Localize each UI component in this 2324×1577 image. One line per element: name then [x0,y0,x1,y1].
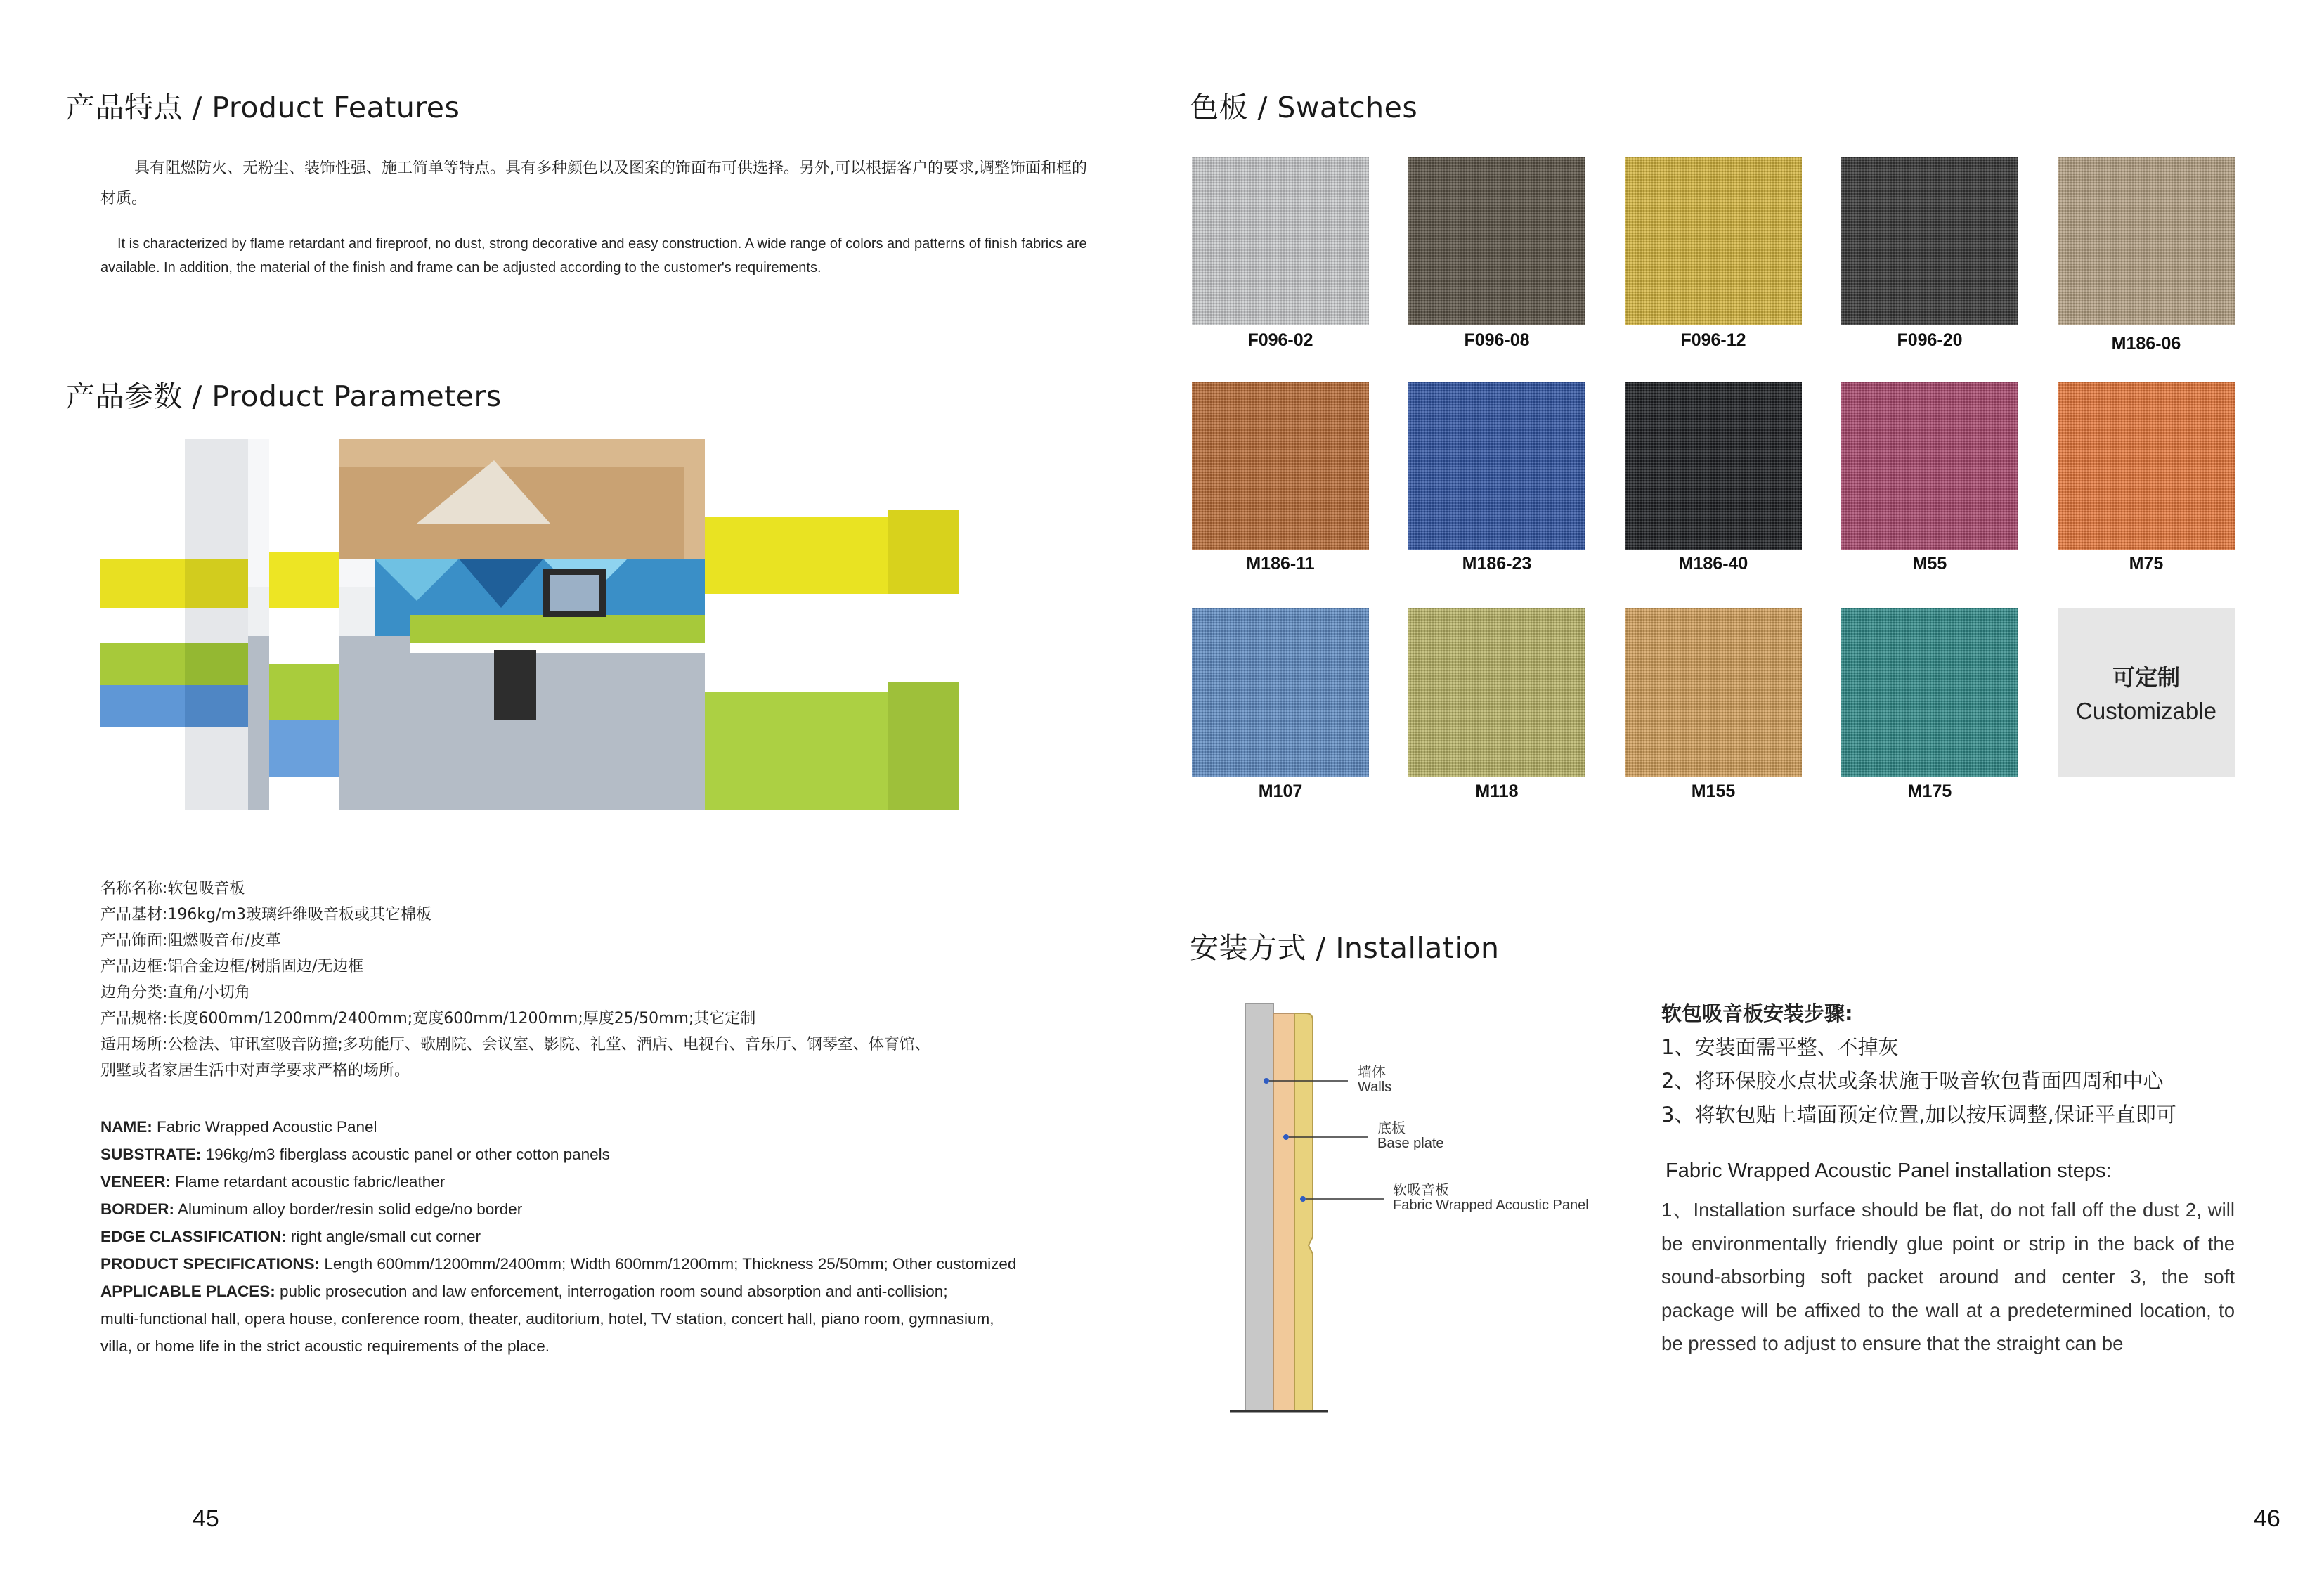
swatch-code: M175 [1907,781,1952,801]
swatch-tile[interactable] [2058,382,2235,550]
spec-en-line: BORDER: Aluminum alloy border/resin solid edge/no border [100,1200,523,1218]
steps-cn-line: 2、将环保胶水点状或条状施于吸音软包背面四周和中心 [1661,1069,2164,1093]
parameters-cn-list [100,876,930,1084]
swatch-tile[interactable] [1625,608,1802,777]
spec-cn-line: 产品饰面:阻燃吸音布/皮革 [100,932,281,949]
spec-cn-line: 边角分类:直角/小切角 [100,984,250,1001]
swatch-code: M155 [1691,781,1736,801]
custom-label-cn: 可定制 [2112,664,2180,691]
spec-en-line: APPLICABLE PLACES: public prosecution and law enforcement, interrogation room sound absorption and anti-collision; [100,1283,948,1300]
steps-cn-line: 3、将软包贴上墙面预定位置,加以按压调整,保证平直即可 [1661,1103,2176,1127]
spec-en-line: villa, or home life in the strict acoustic requirements of the place. [100,1337,550,1355]
parameters-title: 产品参数 / Product Parameters [66,379,502,413]
spec-en-line: NAME: Fabric Wrapped Acoustic Panel [100,1118,377,1136]
spec-en-line: EDGE CLASSIFICATION: right angle/small cut corner [100,1228,481,1245]
spec-en-line: SUBSTRATE: 196kg/m3 fiberglass acoustic panel or other cotton panels [100,1146,610,1163]
spec-cn-line: 产品规格:长度600mm/1200mm/2400mm;宽度600mm/1200mm;厚度25/50mm;其它定制 [100,1010,756,1027]
swatch-tile[interactable] [1625,382,1802,550]
page-number-right: 46 [2254,1505,2280,1532]
spec-cn-line: 产品边框:铝合金边框/树脂固边/无边框 [100,958,364,975]
swatch-tile[interactable] [1841,157,2018,325]
steps-en-title: Fabric Wrapped Acoustic Panel installation steps: [1666,1160,2112,1182]
swatch-code: F096-20 [1897,330,1963,350]
swatch-tile[interactable] [1192,608,1369,777]
features-title: 产品特点 / Product Features [66,91,460,124]
steps-en-text: 1、Installation surface should be flat, do not fall off the dust 2, will be environmentally friendly glue point or strip in the back of the sound-absorbing soft packet around and center 3, the soft package will be affixed to the wall at a predetermined location, to be pressed to adjust to ensure that the straight can be [1661,1199,2235,1354]
swatch-tile[interactable] [2058,157,2235,325]
swatch-tile[interactable] [1408,608,1585,777]
steps-cn [1661,997,2176,1131]
swatch-tile[interactable] [1841,608,2018,777]
spec-en-line: PRODUCT SPECIFICATIONS: Length 600mm/1200mm/2400mm; Width 600mm/1200mm; Thickness 25/50mm; Other customized [100,1255,1017,1273]
label-panel: 软吸音板 Fabric Wrapped Acoustic Panel [1393,1181,1589,1213]
installation-diagram [1230,998,1623,1420]
custom-label-en: Customizable [2076,698,2216,724]
swatch-code: M55 [1912,554,1947,573]
page-number-left: 45 [193,1505,219,1532]
swatch-code: M107 [1258,781,1303,801]
custom-swatch-tile[interactable] [2058,608,2235,777]
swatch-code: F096-12 [1680,330,1746,350]
swatch-code: M186-11 [1246,554,1315,573]
spec-cn-line: 名称名称:软包吸音板 [100,880,245,897]
swatch-code: M118 [1475,781,1519,801]
swatch-code: M186-40 [1678,554,1748,573]
swatch-tile[interactable] [1192,157,1369,325]
spec-cn-line: 别墅或者家居生活中对声学要求严格的场所。 [100,1062,410,1079]
steps-cn-line: 1、安装面需平整、不掉灰 [1661,1035,1899,1059]
label-base-plate: 底板 Base plate [1377,1120,1444,1151]
swatch-tile[interactable] [1625,157,1802,325]
swatch-code: M186-06 [2111,334,2181,353]
swatch-tile[interactable] [1192,382,1369,550]
swatch-code: M75 [2129,554,2164,573]
swatch-tile[interactable] [1408,157,1585,325]
parameters-en-list [100,1113,1016,1360]
label-walls: 墙体 Walls [1358,1063,1392,1095]
installation-title: 安装方式 / Installation [1190,931,1500,965]
swatch-code: F096-08 [1464,330,1530,350]
steps-cn-title: 软包吸音板安装步骤: [1661,1001,1853,1025]
swatch-tile[interactable] [1408,382,1585,550]
swatches-title: 色板 / Swatches [1190,91,1418,124]
spec-cn-line: 产品基材:196kg/m3玻璃纤维吸音板或其它棉板 [100,906,431,923]
spec-en-line: multi-functional hall, opera house, conference room, theater, auditorium, hotel, TV station, concert hall, piano room, gymnasium, [100,1310,994,1328]
features-text-cn: 具有阻燃防火、无粉尘、装饰性强、施工简单等特点。具有多种颜色以及图案的饰面布可供选择。另外,可以根据客户的要求,调整饰面和框的材质。 [100,160,1087,207]
swatch-code: M186-23 [1462,554,1532,573]
features-text-en: It is characterized by flame retardant and fireproof, no dust, strong decorative and easy construction. A wide range of colors and patterns of finish fabrics are available. In addition, the material of the finish and frame can be adjusted according to the customer's requirements. [100,236,1087,275]
spec-cn-line: 适用场所:公检法、审讯室吸音防撞;多功能厅、歌剧院、会议室、影院、礼堂、酒店、电视台、音乐厅、钢琴室、体育馆、 [100,1036,930,1053]
spec-en-line: VENEER: Flame retardant acoustic fabric/leather [100,1173,446,1190]
swatch-tile[interactable] [1841,382,2018,550]
product-photo [100,439,959,810]
swatch-code: F096-02 [1247,330,1313,350]
